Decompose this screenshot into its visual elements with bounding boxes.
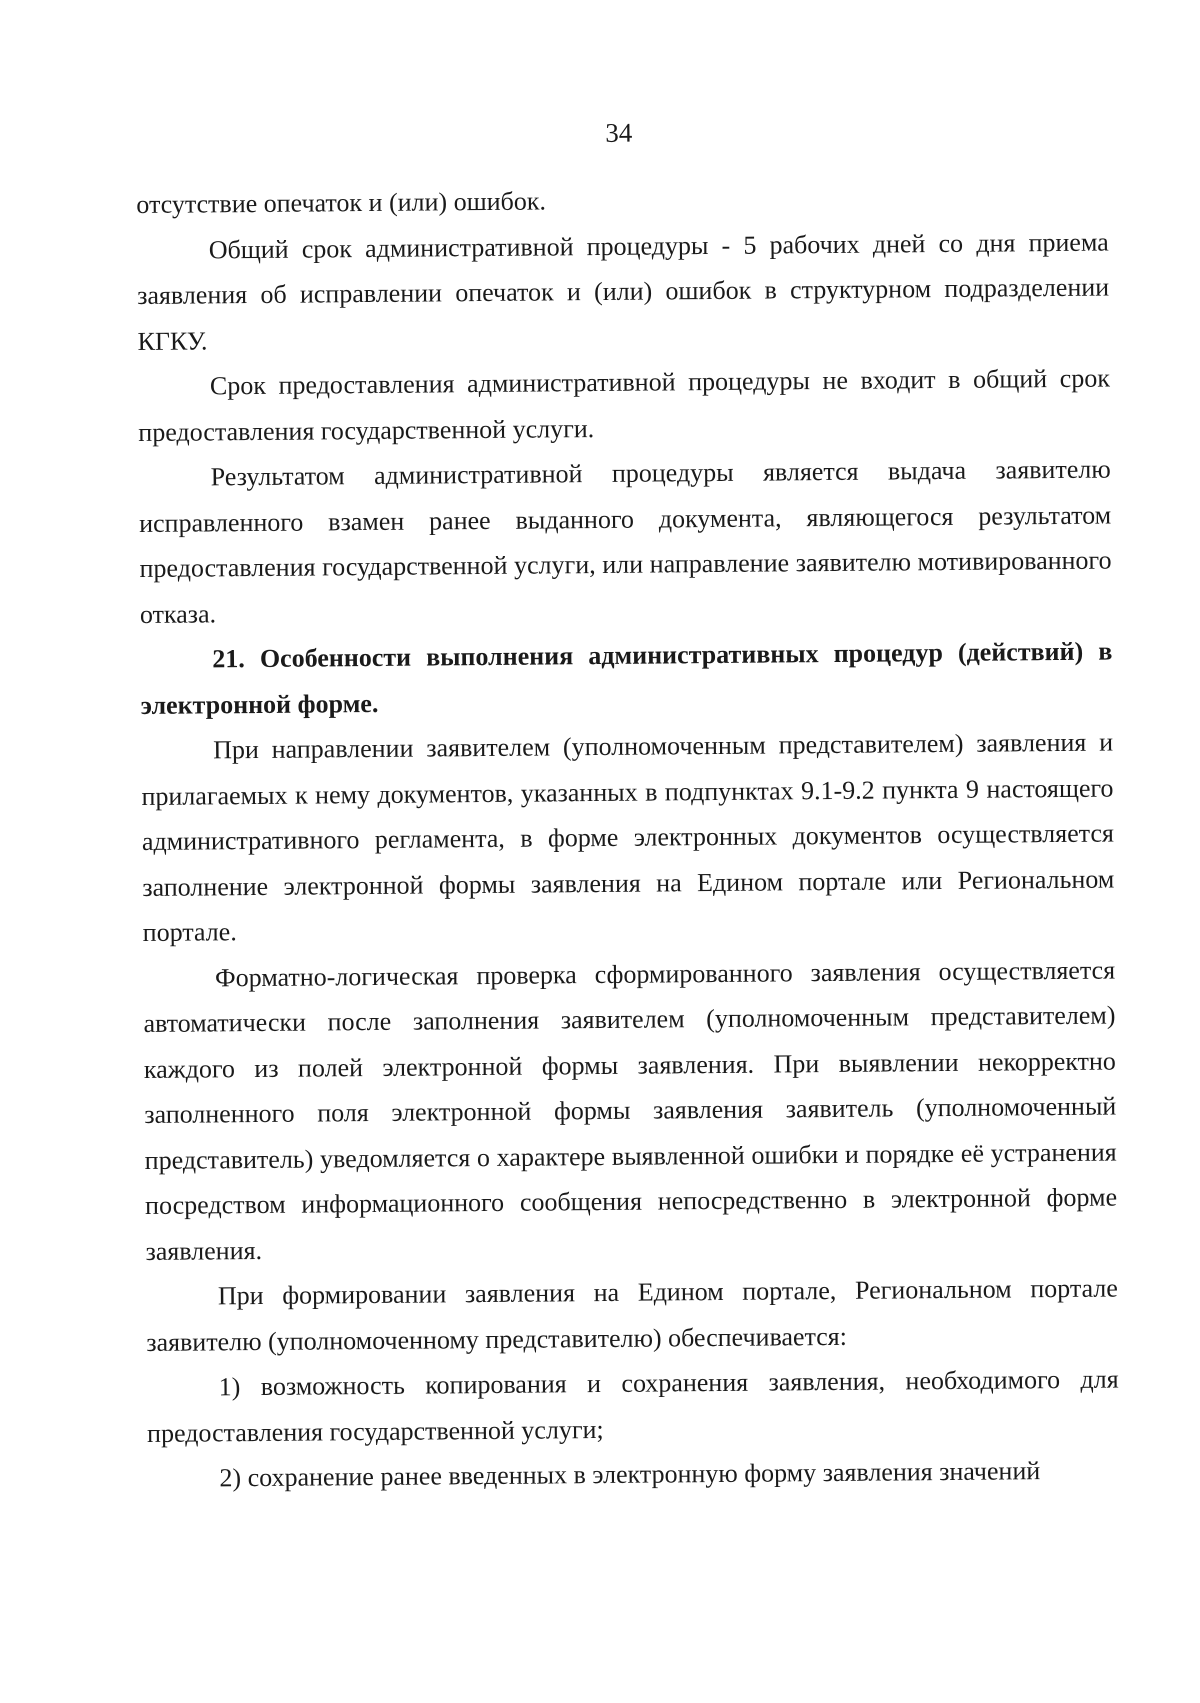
paragraph-continuation: отсутствие опечаток и (или) ошибок. (136, 186, 547, 220)
paragraph-format-check: Форматно-логическая проверка сформированного заявления осуществляется автоматически после заполнения заявителем (уполномоченным представителем) каждого из полей электронной формы заявления. При выявлении некорректно заполненного поля электронной формы заявления заявитель (уполномоченный представитель) уведомляется о характере выявленной ошибки и порядке её устранения посредством информационного сообщения непосредственно в электронной форме заявления. (143, 955, 1118, 1266)
paragraph-portal-provision: При формировании заявления на Едином портале, Региональном портале заявителю (уполномоченному представителю) обеспечивается: (146, 1273, 1118, 1357)
paragraph-result: Результатом административной процедуры является выдача заявителю исправленного взамен ранее выданного документа, являющегося результатом предоставления государственной услуги, или направление заявителю мотивированного отказа. (139, 454, 1112, 629)
document-body (136, 174, 1119, 1502)
paragraph-term-not-included: Срок предоставления административной процедуры не входит в общий срок предоставления государственной услуги. (138, 363, 1111, 447)
paragraph-total-term: Общий срок административной процедуры - 5 рабочих дней со дня приема заявления об исправлении опечаток и (или) ошибок в структурном подразделении КГКУ. (137, 227, 1110, 356)
list-item-2: 2) сохранение ранее введенных в электронную форму заявления значений (219, 1456, 1041, 1493)
paragraph-electronic-submission: При направлении заявителем (уполномоченным представителем) заявления и прилагаемых к нему документов, указанных в подпунктах 9.1-9.2 пункта 9 настоящего административного регламента, в форме электронных документов осуществляется заполнение электронной формы заявления на Едином портале или Региональном портале. (141, 727, 1115, 947)
page-number: 34 (605, 117, 633, 148)
section-heading-21: 21. Особенности выполнения административных процедур (действий) в электронной форме. (140, 636, 1113, 720)
list-item-1: 1) возможность копирования и сохранения заявления, необходимого для предоставления государственной услуги; (146, 1364, 1119, 1448)
